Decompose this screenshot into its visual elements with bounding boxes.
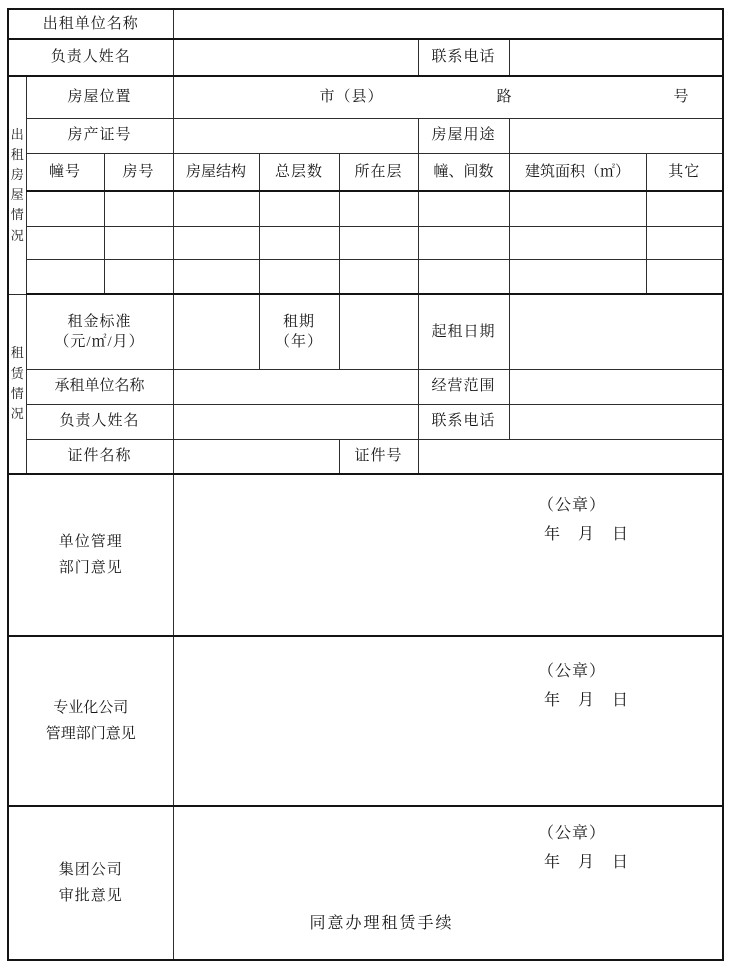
cell-floor[interactable] — [339, 226, 418, 259]
row-house-table-header — [8, 153, 723, 191]
rental-unit-name-label: 出租单位名称 — [8, 9, 173, 39]
header-other: 其它 — [646, 153, 723, 191]
row-rent-standard — [8, 294, 723, 369]
lease-term-label-line1: 租期 — [283, 313, 316, 330]
row-property-cert — [8, 118, 723, 153]
rental-unit-name-value-cell[interactable] — [173, 9, 723, 39]
cell-floor[interactable] — [339, 259, 418, 294]
group-approval-seal-label: （公章） — [538, 825, 607, 843]
business-scope-label: 经营范围 — [418, 369, 509, 404]
row-certificate — [8, 439, 723, 474]
cell-room-no[interactable] — [104, 226, 173, 259]
cell-building-room-count[interactable] — [418, 191, 509, 226]
certificate-number-value-cell[interactable] — [418, 439, 723, 474]
certificate-name-value-cell[interactable] — [173, 439, 339, 474]
rent-standard-label-line2: （元/㎡/月） — [54, 333, 145, 350]
group-approval-label-line2: 审批意见 — [58, 888, 123, 904]
house-data-row — [8, 191, 723, 226]
cell-room-no[interactable] — [104, 191, 173, 226]
house-data-row — [8, 226, 723, 259]
cell-structure[interactable] — [173, 191, 259, 226]
unit-opinion-seal-label: （公章） — [538, 497, 607, 515]
unit-opinion-date-label: 年 月 日 — [544, 526, 630, 544]
header-structure: 房屋结构 — [173, 153, 259, 191]
row-group-approval — [8, 806, 723, 960]
business-scope-value-cell[interactable] — [509, 369, 723, 404]
cell-room-no[interactable] — [104, 259, 173, 294]
unit-opinion-label-line2: 部门意见 — [58, 560, 123, 576]
cell-other[interactable] — [646, 259, 723, 294]
lessee-manager-name-value-cell[interactable] — [173, 404, 418, 439]
cell-total-floors[interactable] — [259, 226, 339, 259]
row-manager-phone — [8, 39, 723, 76]
lease-term-label — [259, 294, 339, 369]
row-lessee-unit — [8, 369, 723, 404]
cell-structure[interactable] — [173, 259, 259, 294]
company-opinion-seal-label: （公章） — [538, 663, 607, 681]
row-rental-unit-name — [8, 9, 723, 39]
lessee-manager-name-label: 负责人姓名 — [26, 404, 173, 439]
cell-building-no[interactable] — [26, 191, 104, 226]
unit-opinion-label-line1: 单位管理 — [58, 533, 123, 550]
lessee-unit-name-value-cell[interactable] — [173, 369, 418, 404]
lease-term-value-cell[interactable] — [339, 294, 418, 369]
header-room-no: 房号 — [104, 153, 173, 191]
lessee-phone-label: 联系电话 — [418, 404, 509, 439]
cell-total-floors[interactable] — [259, 259, 339, 294]
manager-name-value-cell[interactable] — [173, 39, 418, 76]
house-data-row — [8, 259, 723, 294]
row-unit-opinion — [8, 474, 723, 636]
row-company-opinion — [8, 636, 723, 806]
lease-section-side-label: 租赁情况 — [8, 294, 26, 474]
cell-total-floors[interactable] — [259, 191, 339, 226]
cell-structure[interactable] — [173, 226, 259, 259]
cell-floor[interactable] — [339, 191, 418, 226]
company-opinion-label-line1: 专业化公司 — [53, 699, 129, 716]
house-location-value-cell[interactable] — [173, 76, 723, 118]
property-cert-label: 房产证号 — [26, 118, 173, 153]
cell-building-no[interactable] — [26, 226, 104, 259]
cell-building-room-count[interactable] — [418, 226, 509, 259]
location-number-label: 号 — [673, 89, 690, 106]
location-city-label: 市（县） — [319, 89, 384, 106]
property-cert-value-cell[interactable] — [173, 118, 418, 153]
lease-registration-form — [7, 8, 724, 961]
rent-standard-label-line1: 租金标准 — [67, 313, 132, 330]
rental-house-section-side-label: 出租房屋情况 — [8, 76, 26, 294]
house-usage-value-cell[interactable] — [509, 118, 723, 153]
lessee-unit-name-label: 承租单位名称 — [26, 369, 173, 404]
group-approval-label-line1: 集团公司 — [58, 861, 123, 878]
cell-floor-area[interactable] — [509, 191, 646, 226]
group-approval-text: 同意办理租赁手续 — [309, 915, 454, 932]
rent-standard-label — [26, 294, 173, 369]
header-floor-area: 建筑面积（㎡） — [509, 153, 646, 191]
header-total-floors: 总层数 — [259, 153, 339, 191]
header-floor: 所在层 — [339, 153, 418, 191]
lessee-phone-value-cell[interactable] — [509, 404, 723, 439]
location-road-label: 路 — [496, 89, 513, 106]
header-building-no: 幢号 — [26, 153, 104, 191]
unit-opinion-label — [8, 474, 173, 636]
lease-start-date-value-cell[interactable] — [509, 294, 723, 369]
manager-name-label: 负责人姓名 — [8, 39, 173, 76]
lease-start-date-label: 起租日期 — [418, 294, 509, 369]
group-approval-label — [8, 806, 173, 960]
lease-term-label-line2: （年） — [275, 333, 324, 350]
certificate-name-label: 证件名称 — [26, 439, 173, 474]
rent-standard-value-cell[interactable] — [173, 294, 259, 369]
cell-building-no[interactable] — [26, 259, 104, 294]
cell-other[interactable] — [646, 226, 723, 259]
cell-floor-area[interactable] — [509, 226, 646, 259]
certificate-number-label: 证件号 — [339, 439, 418, 474]
group-approval-date-label: 年 月 日 — [544, 854, 630, 872]
contact-phone-value-cell[interactable] — [509, 39, 723, 76]
company-opinion-label-line2: 管理部门意见 — [45, 726, 136, 742]
group-approval-content-cell[interactable] — [173, 806, 723, 960]
header-building-room-count: 幢、间数 — [418, 153, 509, 191]
unit-opinion-content-cell[interactable] — [173, 474, 723, 636]
row-lessee-manager — [8, 404, 723, 439]
cell-floor-area[interactable] — [509, 259, 646, 294]
company-opinion-date-label: 年 月 日 — [544, 692, 630, 710]
company-opinion-label — [8, 636, 173, 806]
cell-building-room-count[interactable] — [418, 259, 509, 294]
row-house-location — [8, 76, 723, 118]
company-opinion-content-cell[interactable] — [173, 636, 723, 806]
cell-other[interactable] — [646, 191, 723, 226]
house-location-label: 房屋位置 — [26, 76, 173, 118]
house-usage-label: 房屋用途 — [418, 118, 509, 153]
contact-phone-label: 联系电话 — [418, 39, 509, 76]
